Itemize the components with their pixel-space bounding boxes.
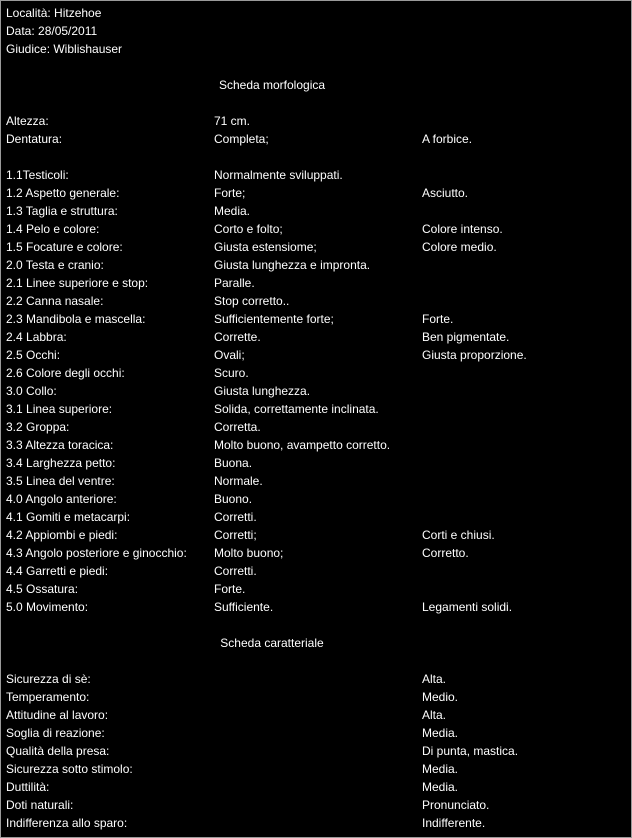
row-label: Sicurezza sotto stimolo:	[6, 762, 133, 776]
row-label: Doti naturali:	[6, 798, 74, 812]
table-row	[1, 688, 631, 706]
row-label: 2.4 Labbra:	[6, 330, 67, 344]
table-row	[1, 454, 631, 472]
row-value: Giusta lunghezza.	[214, 384, 311, 398]
row-value: Pronunciato.	[422, 798, 490, 812]
row-label: 3.2 Groppa:	[6, 420, 70, 434]
morphology-section-title: Scheda morfologica	[218, 78, 326, 92]
table-row	[1, 490, 631, 508]
table-row	[1, 112, 631, 130]
row-value: Indifferente.	[422, 816, 486, 830]
row-value: Giusta lunghezza e impronta.	[214, 258, 371, 272]
table-row	[1, 670, 631, 688]
row-note: A forbice.	[422, 132, 473, 146]
table-row	[1, 508, 631, 526]
row-value: Corretta.	[214, 420, 261, 434]
row-label: 1.1Testicoli:	[6, 168, 69, 182]
table-row	[1, 130, 631, 148]
row-value: Media.	[422, 780, 459, 794]
table-row	[1, 526, 631, 544]
table-row	[1, 778, 631, 796]
table-row	[1, 580, 631, 598]
row-label: Indifferenza allo sparo:	[6, 816, 128, 830]
table-row	[1, 346, 631, 364]
row-value: Corrette.	[214, 330, 261, 344]
row-label: 3.4 Larghezza petto:	[6, 456, 116, 470]
row-label: 4.5 Ossatura:	[6, 582, 79, 596]
row-value: Di punta, mastica.	[422, 744, 519, 758]
row-value: Sufficiente.	[214, 600, 274, 614]
row-value: Giusta estensiome;	[214, 240, 317, 254]
row-label: 1.3 Taglia e struttura:	[6, 204, 118, 218]
table-row	[1, 400, 631, 418]
table-row	[1, 274, 631, 292]
table-row	[1, 598, 631, 616]
row-note: Ben pigmentate.	[422, 330, 510, 344]
row-value: Stop corretto..	[214, 294, 290, 308]
row-value: Media.	[422, 762, 459, 776]
row-value: Buono.	[214, 492, 253, 506]
table-row	[1, 256, 631, 274]
row-label: 2.2 Canna nasale:	[6, 294, 104, 308]
row-value: Forte;	[214, 186, 246, 200]
row-label: 4.1 Gomiti e metacarpi:	[6, 510, 131, 524]
row-label: 1.4 Pelo e colore:	[6, 222, 100, 236]
table-row	[1, 184, 631, 202]
row-value: Buona.	[214, 456, 253, 470]
row-note: Giusta proporzione.	[422, 348, 527, 362]
row-note: Asciutto.	[422, 186, 469, 200]
row-note: Corretto.	[422, 546, 469, 560]
table-row	[1, 814, 631, 832]
table-row	[1, 238, 631, 256]
row-value: Solida, correttamente inclinata.	[214, 402, 379, 416]
location-line: Località: Hitzehoe	[6, 6, 102, 20]
row-label: 4.4 Garretti e piedi:	[6, 564, 109, 578]
row-label: 2.6 Colore degli occhi:	[6, 366, 125, 380]
row-value: 71 cm.	[214, 114, 251, 128]
table-row	[1, 742, 631, 760]
table-row	[1, 418, 631, 436]
table-row	[1, 724, 631, 742]
row-label: 2.0 Testa e cranio:	[6, 258, 104, 272]
table-row	[1, 364, 631, 382]
row-note: Colore medio.	[422, 240, 497, 254]
row-note: Forte.	[422, 312, 454, 326]
row-value: Paralle.	[214, 276, 255, 290]
row-label: 2.1 Linee superiore e stop:	[6, 276, 149, 290]
table-row	[1, 292, 631, 310]
table-row	[1, 328, 631, 346]
row-value: Medio.	[422, 690, 459, 704]
row-label: 3.0 Collo:	[6, 384, 57, 398]
row-value: Completa;	[214, 132, 269, 146]
row-label: 1.5 Focature e colore:	[6, 240, 123, 254]
row-label: 2.3 Mandibola e mascella:	[6, 312, 146, 326]
row-value: Molto buono, avampetto corretto.	[214, 438, 391, 452]
table-row	[1, 382, 631, 400]
row-value: Alta.	[422, 672, 447, 686]
table-row	[1, 436, 631, 454]
row-value: Alta.	[422, 708, 447, 722]
row-value: Sufficientemente forte;	[214, 312, 334, 326]
row-value: Media.	[214, 204, 251, 218]
row-label: Attitudine al lavoro:	[6, 708, 109, 722]
row-value: Media.	[422, 726, 459, 740]
judge-line: Giudice: Wiblishauser	[6, 42, 123, 56]
table-row	[1, 760, 631, 778]
row-label: 3.5 Linea del ventre:	[6, 474, 115, 488]
row-value: Forte.	[214, 582, 246, 596]
table-row	[1, 706, 631, 724]
row-label: Temperamento:	[6, 690, 90, 704]
table-row	[1, 166, 631, 184]
row-label: 1.2 Aspetto generale:	[6, 186, 120, 200]
table-row	[1, 202, 631, 220]
row-value: Corretti;	[214, 528, 257, 542]
table-row	[1, 310, 631, 328]
row-value: Scuro.	[214, 366, 249, 380]
row-value: Normalmente sviluppati.	[214, 168, 343, 182]
character-section-title: Scheda caratteriale	[220, 636, 324, 650]
row-label: Duttilità:	[6, 780, 50, 794]
row-label: Qualità della presa:	[6, 744, 110, 758]
row-label: Sicurezza di sè:	[6, 672, 91, 686]
date-line: Data: 28/05/2011	[6, 24, 98, 38]
row-label: 4.3 Angolo posteriore e ginocchio:	[6, 546, 187, 560]
row-label: Soglia di reazione:	[6, 726, 105, 740]
row-note: Legamenti solidi.	[422, 600, 513, 614]
row-label: 4.0 Angolo anteriore:	[6, 492, 117, 506]
table-row	[1, 562, 631, 580]
table-row	[1, 472, 631, 490]
row-label: 2.5 Occhi:	[6, 348, 61, 362]
row-label: Dentatura:	[6, 132, 63, 146]
row-value: Molto buono;	[214, 546, 284, 560]
row-label: Altezza:	[6, 114, 49, 128]
row-value: Corretti.	[214, 564, 257, 578]
row-value: Corretti.	[214, 510, 257, 524]
row-value: Normale.	[214, 474, 263, 488]
row-label: 3.1 Linea superiore:	[6, 402, 113, 416]
row-note: Colore intenso.	[422, 222, 503, 236]
row-value: Ovali;	[214, 348, 245, 362]
table-row	[1, 796, 631, 814]
row-label: 3.3 Altezza toracica:	[6, 438, 114, 452]
table-row	[1, 544, 631, 562]
row-value: Corto e folto;	[214, 222, 283, 236]
table-row	[1, 220, 631, 238]
row-note: Corti e chiusi.	[422, 528, 495, 542]
row-label: 4.2 Appiombi e piedi:	[6, 528, 118, 542]
row-label: 5.0 Movimento:	[6, 600, 89, 614]
